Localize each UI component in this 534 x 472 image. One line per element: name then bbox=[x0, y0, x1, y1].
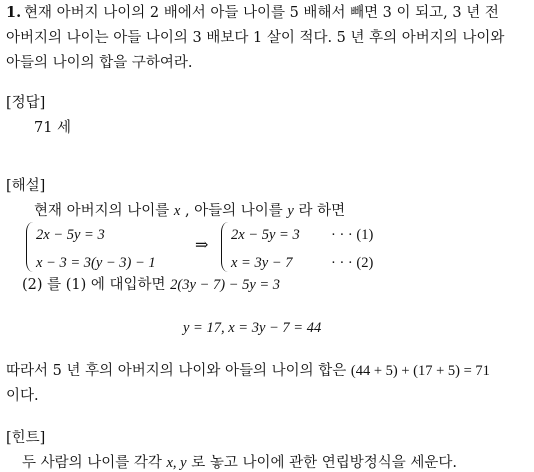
system-2-eq-1: 2x − 5y = 3 bbox=[231, 227, 300, 243]
hint-text-a: 두 사람의 나이를 각각 bbox=[22, 455, 162, 471]
problem-line-2: 아버지의 나이는 아들 나이의 3 배보다 1 살이 적다. 5 년 후의 아버지의 나이와 bbox=[6, 30, 505, 46]
conclusion-equation: (44 + 5) + (17 + 5) = 71 bbox=[350, 363, 490, 379]
system-2-eq-2: x = 3y − 7 bbox=[231, 255, 293, 271]
var-x: x bbox=[173, 203, 181, 219]
intro-text-c: 라 하면 bbox=[298, 203, 346, 219]
problem-line-3: 아들의 나이의 합을 구하여라. bbox=[6, 55, 193, 71]
system-2-brace bbox=[221, 222, 230, 272]
system-1-eq-1: 2x − 5y = 3 bbox=[36, 227, 105, 243]
hint-text-b: 로 놓고 나이에 관한 연립방정식을 세운다. bbox=[191, 455, 458, 471]
intro-text-b: , 아들의 나이를 bbox=[184, 203, 283, 219]
problem-line-1: 현재 아버지 나이의 2 배에서 아들 나이를 5 배해서 빼면 3 이 되고, 3 년 전 bbox=[24, 5, 499, 21]
substitution-equation: 2(3y − 7) − 5y = 3 bbox=[170, 277, 281, 293]
hint-header: [힌트] bbox=[6, 430, 46, 446]
system-1-brace bbox=[26, 222, 35, 272]
answer-value: 71 세 bbox=[34, 120, 72, 136]
equation-tag-1: · · · (1) bbox=[331, 227, 374, 243]
implies-arrow: ⇒ bbox=[195, 237, 209, 254]
intro-text-a: 현재 아버지의 나이를 bbox=[34, 203, 170, 219]
system-1-eq-2: x − 3 = 3(y − 3) − 1 bbox=[36, 255, 156, 271]
conclusion-line bbox=[6, 364, 490, 379]
substitution-line bbox=[22, 278, 280, 293]
conclusion-text: 따라서 5 년 후의 아버지의 나이와 아들의 나이의 합은 bbox=[6, 363, 347, 379]
solution-intro bbox=[34, 204, 345, 219]
conclusion-end: 이다. bbox=[6, 388, 39, 404]
hint-vars: x, y bbox=[166, 455, 187, 471]
problem-number: 1. bbox=[6, 4, 22, 21]
hint-line bbox=[22, 456, 457, 471]
solution-header: [해설] bbox=[6, 178, 46, 194]
equation-tag-2: · · · (2) bbox=[331, 255, 374, 271]
substitution-text: (2) 를 (1) 에 대입하면 bbox=[22, 277, 166, 293]
result-equation: y = 17, x = 3y − 7 = 44 bbox=[183, 320, 322, 336]
answer-header: [정답] bbox=[6, 95, 46, 111]
var-y: y bbox=[287, 203, 294, 219]
